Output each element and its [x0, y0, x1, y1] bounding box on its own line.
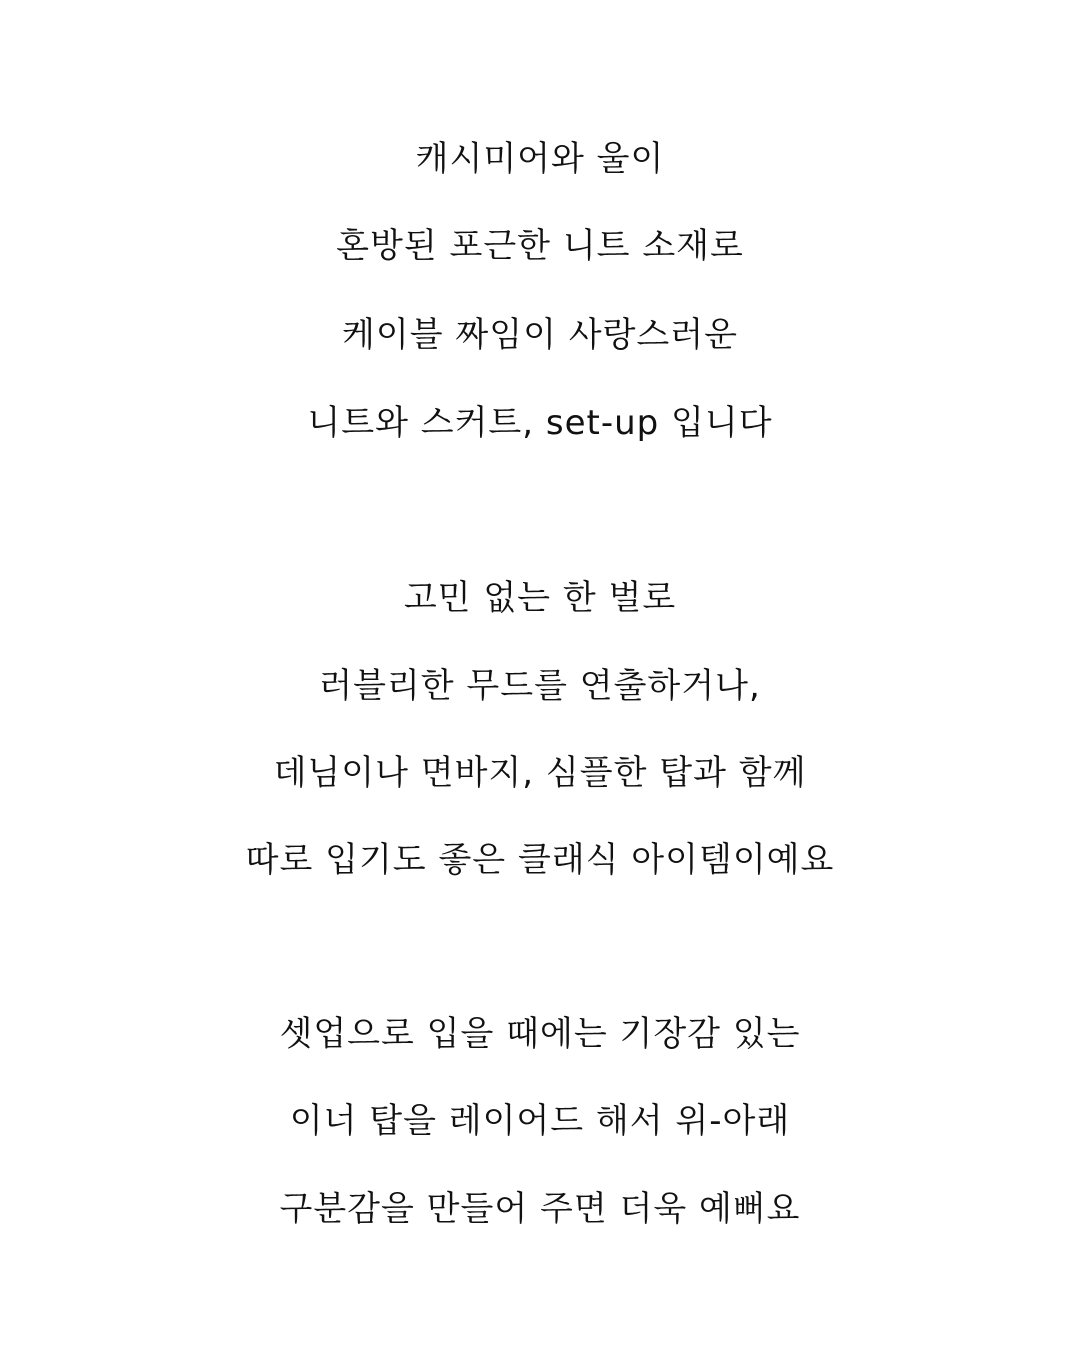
- text-line: 셋업으로 입을 때에는 기장감 있는: [279, 1014, 801, 1054]
- text-line: 케이블 짜임이 사랑스러운: [342, 315, 738, 355]
- text-line: 혼방된 포근한 니트 소재로: [336, 226, 744, 266]
- text-line: 캐시미어와 울이: [415, 139, 665, 179]
- text-line: 따로 입기도 좋은 클래식 아이템이예요: [245, 840, 835, 880]
- text-line: 고민 없는 한 벌로: [403, 578, 677, 618]
- text-line: 이너 탑을 레이어드 해서 위-아래: [289, 1101, 791, 1141]
- text-line: 니트와 스커트, set-up 입니다: [307, 403, 773, 443]
- text-line: 데님이나 면바지, 심플한 탑과 함께: [273, 753, 807, 793]
- text-line: 구분감을 만들어 주면 더욱 예뻐요: [279, 1189, 801, 1229]
- text-line: 러블리한 무드를 연출하거나,: [319, 666, 761, 706]
